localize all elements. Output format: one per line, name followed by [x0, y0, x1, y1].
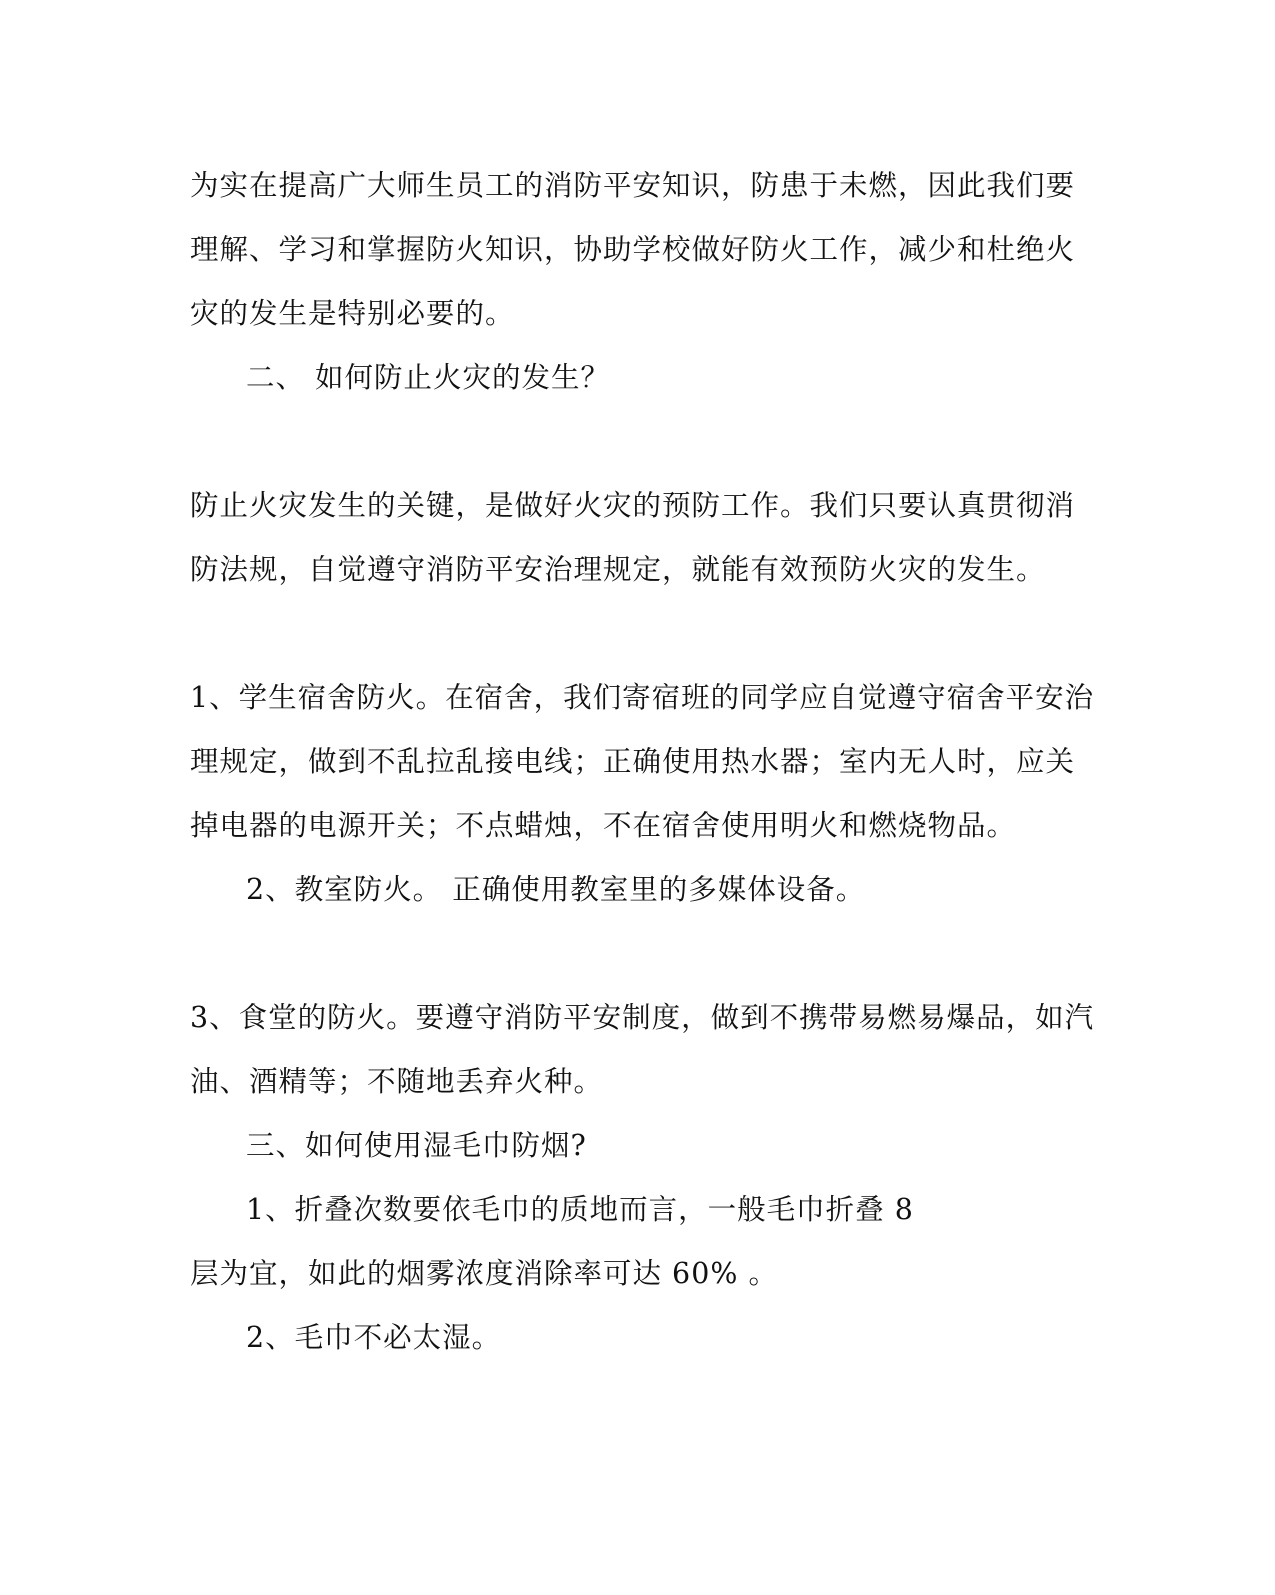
towel-item-1-line-2: 层为宜，如此的烟雾浓度消除率可达 60% 。 — [190, 1257, 778, 1290]
section-heading-3: 三、如何使用湿毛巾防烟? — [246, 1129, 587, 1162]
paragraph-key-line-2: 防法规，自觉遵守消防平安治理规定，就能有效预防火灾的发生。 — [190, 553, 1046, 586]
item-canteen-line-1: 3、食堂的防火。要遵守消防平安制度，做到不携带易燃易爆品，如汽 — [190, 1001, 1095, 1034]
paragraph-intro-line-1: 为实在提高广大师生员工的消防平安知识，防患于未燃，因此我们要 — [190, 169, 1076, 202]
item-classroom: 2、教室防火。 正确使用教室里的多媒体设备。 — [246, 873, 866, 906]
towel-item-1-line-1: 1、折叠次数要依毛巾的质地而言，一般毛巾折叠 8 — [246, 1193, 914, 1226]
paragraph-intro-line-3: 灾的发生是特别必要的。 — [190, 297, 515, 330]
item-dorm-line-2: 理规定，做到不乱拉乱接电线；正确使用热水器；室内无人时，应关 — [190, 745, 1076, 778]
paragraph-key-line-1: 防止火灾发生的关键，是做好火灾的预防工作。我们只要认真贯彻消 — [190, 489, 1076, 522]
section-heading-2: 二、 如何防止火灾的发生？ — [246, 361, 611, 394]
item-canteen-line-2: 油、酒精等；不随地丢弃火种。 — [190, 1065, 604, 1098]
item-dorm-line-1: 1、学生宿舍防火。在宿舍，我们寄宿班的同学应自觉遵守宿舍平安治 — [190, 681, 1095, 714]
item-dorm-line-3: 掉电器的电源开关；不点蜡烛，不在宿舍使用明火和燃烧物品。 — [190, 809, 1017, 842]
paragraph-intro-line-2: 理解、学习和掌握防火知识，协助学校做好防火工作，减少和杜绝火 — [190, 233, 1076, 266]
towel-item-2: 2、毛巾不必太湿。 — [246, 1321, 502, 1354]
